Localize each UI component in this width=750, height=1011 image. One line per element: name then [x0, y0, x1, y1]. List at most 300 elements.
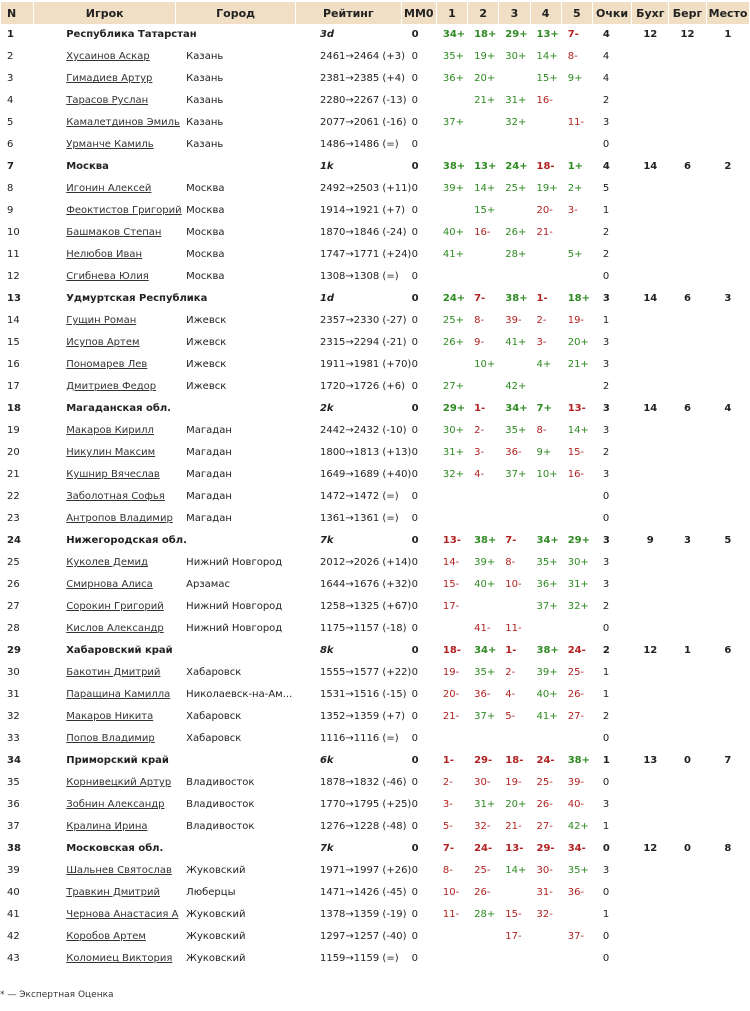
round-result: 17- [505, 931, 522, 942]
mm0-score: 0 [411, 205, 419, 216]
city: Казань [186, 51, 224, 62]
rating: 6k [319, 755, 334, 766]
berger [669, 904, 705, 926]
player-name-link[interactable]: Кралина Ирина [66, 821, 148, 832]
player-name-link[interactable]: Исупов Артем [66, 337, 140, 348]
player-name-link[interactable]: Урманче Камиль [66, 139, 154, 150]
round-result: 14+ [505, 865, 527, 876]
rating: 1361→1361 (=) [319, 513, 399, 524]
team-name: Республика Татарстан [66, 29, 197, 40]
round-result [499, 728, 529, 750]
round-result: 26- [536, 799, 553, 810]
column-header-mm0: ММ0 [402, 2, 436, 24]
rating: 1870→1846 (-24) [319, 227, 407, 238]
player-name-cell [34, 222, 175, 244]
place [707, 90, 749, 112]
row-number: 17 [7, 381, 20, 392]
city [176, 750, 295, 772]
player-name-link[interactable]: Бакотин Дмитрий [66, 667, 161, 678]
place [707, 508, 749, 530]
berger: 1 [684, 645, 691, 656]
place [707, 134, 749, 156]
player-name-link[interactable]: Гимадиев Артур [66, 73, 153, 84]
berger [669, 222, 705, 244]
round-result: 35+ [442, 51, 464, 62]
rating: 1649→1689 (+40) [319, 469, 412, 480]
rating: 2280→2267 (-13) [319, 95, 407, 106]
round-result [437, 200, 467, 222]
mm0-score: 0 [411, 557, 419, 568]
round-result: 1- [536, 293, 548, 304]
rating: 1555→1577 (+22) [319, 667, 412, 678]
mm0-score: 0 [411, 249, 419, 260]
row-number: 31 [7, 689, 20, 700]
round-result: 11- [505, 623, 522, 634]
round-result: 11- [567, 117, 585, 128]
place [707, 706, 749, 728]
rating: 1747→1771 (+24) [319, 249, 412, 260]
round-result: 16- [474, 227, 491, 238]
berger [669, 662, 705, 684]
buchholz: 14 [643, 293, 658, 304]
city [176, 838, 295, 860]
row-number: 19 [7, 425, 20, 436]
rating: 1472→1472 (=) [319, 491, 399, 502]
team-name: Московская обл. [66, 843, 164, 854]
player-name-cell [34, 772, 175, 794]
column-header-round-5: 5 [562, 2, 592, 24]
row-number: 22 [7, 491, 20, 502]
points: 2 [602, 381, 610, 392]
berger [669, 420, 705, 442]
round-result: 2- [536, 315, 547, 326]
place: 8 [724, 843, 732, 854]
round-result: 27- [536, 821, 553, 832]
mm0-score: 0 [411, 73, 419, 84]
buchholz [632, 112, 668, 134]
round-result: 36- [474, 689, 491, 700]
player-row [1, 772, 749, 794]
round-result [531, 266, 561, 288]
place: 1 [724, 29, 732, 40]
team-row [1, 530, 749, 552]
place [707, 618, 749, 640]
berger [669, 552, 705, 574]
city: Магадан [186, 513, 232, 524]
rating: 1159→1159 (=) [319, 953, 399, 964]
round-result: 35+ [536, 557, 558, 568]
player-name-cell [34, 486, 175, 508]
player-name-link[interactable]: Смирнова Алиса [66, 579, 153, 590]
rating: 2381→2385 (+4) [319, 73, 405, 84]
player-name-link[interactable]: Кушнир Вячеслав [66, 469, 160, 480]
player-row [1, 882, 749, 904]
mm0-score: 0 [411, 51, 419, 62]
player-name-link[interactable]: Шальнев Святослав [66, 865, 172, 876]
player-name-link[interactable]: Паращина Камилла [66, 689, 171, 700]
round-result: 37+ [505, 469, 527, 480]
city: Магадан [186, 491, 232, 502]
player-name-link[interactable]: Феоктистов Григорий [66, 205, 182, 216]
berger [669, 684, 705, 706]
round-result: 42+ [567, 821, 589, 832]
rating: 1378→1359 (-19) [319, 909, 407, 920]
round-result [562, 728, 592, 750]
mm0-score: 0 [411, 645, 419, 656]
buchholz [632, 134, 668, 156]
buchholz [632, 860, 668, 882]
buchholz [632, 596, 668, 618]
place [707, 222, 749, 244]
round-result: 19- [505, 777, 522, 788]
points: 3 [602, 337, 610, 348]
player-row [1, 596, 749, 618]
place [707, 442, 749, 464]
points: 0 [602, 139, 610, 150]
player-name-link[interactable]: Гущин Роман [66, 315, 137, 326]
round-result [468, 266, 498, 288]
berger [669, 948, 705, 970]
round-result: 42+ [505, 381, 527, 392]
round-result [562, 508, 592, 530]
round-result [437, 948, 467, 970]
player-name-link[interactable]: Игонин Алексей [66, 183, 152, 194]
player-name-cell [34, 90, 175, 112]
city: Нижний Новгород [186, 601, 283, 612]
round-result: 29- [474, 755, 493, 766]
round-result: 13- [567, 403, 586, 414]
round-result: 5- [505, 711, 516, 722]
round-result: 24+ [505, 161, 528, 172]
points: 3 [602, 425, 610, 436]
round-result: 21- [536, 227, 553, 238]
mm0-score: 0 [411, 535, 419, 546]
round-result: 13+ [536, 29, 559, 40]
round-result: 32- [536, 909, 553, 920]
mm0-score: 0 [411, 469, 419, 480]
round-result: 30+ [505, 51, 527, 62]
player-name-link[interactable]: Макаров Никита [66, 711, 154, 722]
player-name-cell [34, 926, 175, 948]
rating: 2357→2330 (-27) [319, 315, 407, 326]
buchholz: 12 [643, 645, 658, 656]
place [707, 420, 749, 442]
player-row [1, 420, 749, 442]
place [707, 596, 749, 618]
berger [669, 816, 705, 838]
player-name-link[interactable]: Чернова Анастасия А [66, 909, 179, 920]
city: Жуковский [186, 953, 246, 964]
column-header-round-3: 3 [499, 2, 529, 24]
round-result: 32+ [567, 601, 589, 612]
player-name-link[interactable]: Зобнин Александр [66, 799, 165, 810]
round-result [437, 618, 467, 640]
mm0-score: 0 [411, 447, 419, 458]
player-row [1, 618, 749, 640]
round-result: 26+ [442, 337, 464, 348]
row-number: 14 [7, 315, 20, 326]
column-header-round-1: 1 [437, 2, 467, 24]
player-name-link[interactable]: Травкин Дмитрий [66, 887, 160, 898]
mm0-score: 0 [411, 777, 419, 788]
round-result: 5- [442, 821, 453, 832]
round-result: 36+ [442, 73, 464, 84]
mm0-score: 0 [411, 689, 419, 700]
points: 4 [602, 161, 610, 172]
city: Хабаровск [186, 711, 242, 722]
round-result: 34+ [442, 29, 466, 40]
row-number: 30 [7, 667, 20, 678]
berger: 0 [684, 755, 691, 766]
row-number: 38 [7, 843, 21, 854]
column-header-rating: Рейтинг [296, 2, 401, 24]
points: 4 [602, 73, 610, 84]
row-number: 9 [7, 205, 14, 216]
city: Москва [186, 205, 225, 216]
round-result: 26- [567, 689, 585, 700]
round-result: 25- [474, 865, 491, 876]
round-result: 38+ [474, 535, 497, 546]
points: 0 [602, 887, 610, 898]
berger [669, 508, 705, 530]
points: 0 [602, 733, 610, 744]
round-result [499, 354, 529, 376]
buchholz [632, 464, 668, 486]
round-result: 39+ [442, 183, 464, 194]
round-result [499, 200, 529, 222]
buchholz [632, 772, 668, 794]
round-result [499, 596, 529, 618]
buchholz [632, 46, 668, 68]
rating: 1770→1795 (+25) [319, 799, 412, 810]
round-result: 20+ [567, 337, 589, 348]
points: 4 [602, 51, 610, 62]
round-result: 39- [505, 315, 522, 326]
player-name-link[interactable]: Нелюбов Иван [66, 249, 143, 260]
place [707, 266, 749, 288]
buchholz [632, 90, 668, 112]
city [176, 640, 295, 662]
city: Арзамас [186, 579, 230, 590]
round-result: 8- [505, 557, 516, 568]
round-result [499, 68, 529, 90]
round-result: 21- [505, 821, 522, 832]
round-result: 1- [474, 403, 486, 414]
berger [669, 46, 705, 68]
player-name-link[interactable]: Антропов Владимир [66, 513, 173, 524]
round-result: 20+ [474, 73, 496, 84]
player-row [1, 376, 749, 398]
city [176, 530, 295, 552]
round-result: 18+ [474, 29, 497, 40]
player-name-cell [34, 728, 175, 750]
mm0-score: 0 [411, 623, 419, 634]
mm0-score: 0 [411, 513, 419, 524]
mm0-score: 0 [411, 491, 419, 502]
points: 0 [602, 491, 610, 502]
rating: 1720→1726 (+6) [319, 381, 405, 392]
column-header-points: Очки [593, 2, 631, 24]
team-name: Нижегородская обл. [66, 535, 187, 546]
row-number: 3 [7, 73, 14, 84]
round-result: 4+ [536, 359, 552, 370]
player-name-link[interactable]: Дмитриев Федор [66, 381, 157, 392]
player-name-link[interactable]: Башмаков Степан [66, 227, 162, 238]
player-name-cell [34, 134, 175, 156]
round-result: 35+ [474, 667, 496, 678]
round-result: 29+ [567, 535, 590, 546]
rating: 1486→1486 (=) [319, 139, 399, 150]
buchholz: 14 [643, 403, 658, 414]
round-result: 16- [536, 95, 553, 106]
place: 4 [724, 403, 732, 414]
berger [669, 244, 705, 266]
round-result: 34- [567, 843, 586, 854]
round-result: 20+ [505, 799, 527, 810]
team-name: Приморский край [66, 755, 169, 766]
points: 0 [602, 953, 610, 964]
round-result [468, 376, 498, 398]
player-name-link[interactable]: Коломиец Виктория [66, 953, 173, 964]
round-result [468, 948, 498, 970]
round-result: 16- [567, 469, 585, 480]
team-name: Удмуртская Республика [66, 293, 208, 304]
place [707, 684, 749, 706]
buchholz [632, 310, 668, 332]
mm0-score: 0 [411, 865, 419, 876]
round-result: 10- [442, 887, 460, 898]
mm0-score: 0 [411, 183, 419, 194]
team-name: Москва [66, 161, 109, 172]
round-result: 10+ [474, 359, 496, 370]
berger [669, 574, 705, 596]
player-row [1, 266, 749, 288]
player-name-link[interactable]: Камалетдинов Эмиль [66, 117, 180, 128]
round-result: 19- [442, 667, 460, 678]
points: 3 [602, 469, 610, 480]
berger [669, 68, 705, 90]
round-result: 39+ [474, 557, 496, 568]
rating: 1116→1116 (=) [319, 733, 399, 744]
table-header [1, 2, 749, 24]
round-result: 25+ [442, 315, 464, 326]
points: 0 [602, 271, 610, 282]
player-name-link[interactable]: Заболотная Софья [66, 491, 165, 502]
round-result [562, 904, 592, 926]
mm0-score: 0 [411, 139, 419, 150]
player-name-link[interactable]: Никулин Максим [66, 447, 156, 458]
place [707, 662, 749, 684]
round-result: 41+ [505, 337, 527, 348]
row-number: 29 [7, 645, 21, 656]
player-name-cell [34, 618, 175, 640]
buchholz [632, 200, 668, 222]
round-result: 7- [442, 843, 454, 854]
player-row [1, 706, 749, 728]
player-name-link[interactable]: Тарасов Руслан [66, 95, 149, 106]
player-name-cell [34, 178, 175, 200]
berger [669, 618, 705, 640]
city: Магадан [186, 447, 232, 458]
points: 1 [602, 909, 610, 920]
player-row [1, 662, 749, 684]
rating: 1258→1325 (+67) [319, 601, 412, 612]
player-name-link[interactable]: Пономарев Лев [66, 359, 148, 370]
mm0-score: 0 [411, 381, 419, 392]
place [707, 310, 749, 332]
mm0-score: 0 [411, 293, 419, 304]
player-name-link[interactable]: Коробов Артем [66, 931, 146, 942]
player-name-link[interactable]: Куколев Демид [66, 557, 148, 568]
round-result: 37- [567, 931, 585, 942]
mm0-score: 0 [411, 161, 419, 172]
player-name-link[interactable]: Попов Владимир [66, 733, 155, 744]
round-result: 40+ [536, 689, 558, 700]
rating: 2012→2026 (+14) [319, 557, 412, 568]
city: Жуковский [186, 931, 246, 942]
place [707, 728, 749, 750]
rating: 2442→2432 (-10) [319, 425, 407, 436]
round-result: 10- [505, 579, 522, 590]
player-name-link[interactable]: Сорокин Григорий [66, 601, 164, 612]
round-result: 30- [536, 865, 553, 876]
player-name-link[interactable]: Кислов Александр [66, 623, 164, 634]
buchholz [632, 706, 668, 728]
round-result: 31+ [442, 447, 464, 458]
place [707, 486, 749, 508]
rating: 3d [319, 29, 335, 40]
round-result [562, 948, 592, 970]
round-result: 15- [505, 909, 522, 920]
round-result: 21+ [474, 95, 496, 106]
berger [669, 706, 705, 728]
round-result: 32+ [505, 117, 527, 128]
row-number: 6 [7, 139, 14, 150]
place [707, 948, 749, 970]
berger [669, 860, 705, 882]
row-number: 33 [7, 733, 20, 744]
player-row [1, 552, 749, 574]
berger: 3 [684, 535, 691, 546]
round-result: 37+ [536, 601, 558, 612]
round-result: 20- [536, 205, 553, 216]
round-result: 7+ [536, 403, 552, 414]
player-name-cell [34, 266, 175, 288]
buchholz [632, 684, 668, 706]
points: 2 [602, 95, 610, 106]
player-name-link[interactable]: Макаров Кирилл [66, 425, 154, 436]
round-result [468, 244, 498, 266]
round-result: 37+ [442, 117, 464, 128]
round-result: 21- [442, 711, 460, 722]
round-result: 38+ [505, 293, 528, 304]
player-name-link[interactable]: Сгибнева Юлия [66, 271, 149, 282]
round-result: 15+ [536, 73, 558, 84]
player-name-link[interactable]: Корнивецкий Артур [66, 777, 172, 788]
points: 3 [602, 557, 610, 568]
player-name-cell [34, 464, 175, 486]
player-name-cell [34, 816, 175, 838]
player-row [1, 574, 749, 596]
player-name-link[interactable]: Хусаинов Аскар [66, 51, 150, 62]
place [707, 882, 749, 904]
round-result: 41+ [442, 249, 464, 260]
mm0-score: 0 [411, 337, 419, 348]
round-result: 10+ [536, 469, 558, 480]
buchholz [632, 816, 668, 838]
player-row [1, 200, 749, 222]
round-result: 25- [567, 667, 585, 678]
